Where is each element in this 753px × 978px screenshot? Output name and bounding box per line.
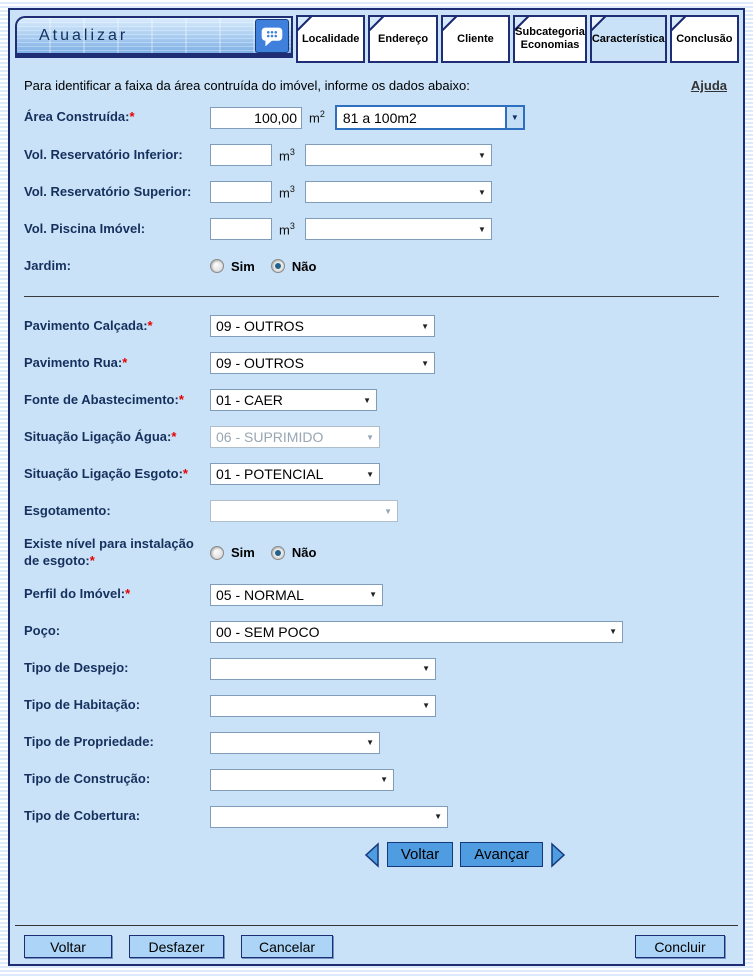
chevron-down-icon: ▼: [369, 590, 377, 600]
chevron-down-icon: ▼: [380, 775, 388, 785]
field-row-area-construida: [16, 105, 729, 130]
field-label: Situação Ligação Esgoto:: [24, 465, 183, 481]
footer-divider: [15, 925, 738, 926]
perfil-imovel-select[interactable]: 05 - NORMAL ▼: [210, 584, 383, 606]
jardim-radio-group: [210, 259, 332, 274]
instruction-text: Para identificar a faixa da área contruída do imóvel, informe os dados abaixo:: [24, 78, 470, 93]
tipo-habitacao-select[interactable]: [210, 695, 436, 717]
chevron-down-icon: ▼: [505, 107, 523, 128]
field-row-perfil-imovel: [16, 583, 729, 607]
field-row-fonte-abastecimento: [16, 388, 729, 412]
arrow-left-icon: [363, 842, 380, 868]
footer: [10, 925, 743, 958]
footer-desfazer-button[interactable]: Desfazer: [129, 935, 224, 958]
vol-reservatorio-superior-select[interactable]: [305, 181, 492, 203]
field-label: Tipo de Cobertura:: [24, 808, 141, 824]
field-label: Tipo de Habitação:: [24, 697, 141, 713]
footer-concluir-button[interactable]: Concluir: [635, 935, 725, 958]
poco-select[interactable]: 00 - SEM POCO ▼: [210, 621, 623, 643]
required-marker: *: [89, 552, 95, 568]
tab-caracteristica[interactable]: Característica: [590, 15, 667, 63]
field-row-vol-reservatorio-inferior: [16, 143, 729, 167]
tipo-construcao-select[interactable]: [210, 769, 394, 791]
chevron-down-icon: ▼: [421, 358, 429, 368]
field-row-pavimento-rua: [16, 351, 729, 375]
field-label: Vol. Reservatório Superior:: [24, 183, 192, 199]
field-label: Vol. Piscina Imóvel:: [24, 220, 146, 236]
chevron-down-icon: ▼: [366, 432, 374, 442]
jardim-nao-radio[interactable]: [271, 259, 285, 273]
unit-label: $m^2$: [309, 109, 325, 126]
field-label: Vol. Reservatório Inferior:: [24, 146, 183, 162]
tab-conclusao[interactable]: Conclusão: [670, 15, 739, 63]
chevron-down-icon: ▼: [384, 506, 392, 516]
radio-label: Não: [291, 545, 317, 561]
area-construida-input[interactable]: [210, 107, 302, 129]
wizard-voltar-button[interactable]: Voltar: [387, 842, 453, 867]
field-label: Perfil do Imóvel:: [24, 586, 126, 602]
field-row-tipo-construcao: [16, 768, 729, 792]
comments-button[interactable]: [255, 19, 289, 53]
jardim-sim-radio[interactable]: [210, 259, 224, 273]
required-marker: *: [129, 109, 135, 125]
chevron-down-icon: ▼: [477, 187, 486, 197]
field-label: Tipo de Despejo:: [24, 660, 129, 676]
vol-piscina-select[interactable]: [305, 218, 492, 240]
field-row-poco: [16, 620, 729, 644]
vol-piscina-input[interactable]: [210, 218, 272, 240]
tipo-propriedade-select[interactable]: [210, 732, 380, 754]
field-row-tipo-habitacao: [16, 694, 729, 718]
caracteristica-form: [10, 93, 743, 868]
footer-cancelar-button[interactable]: Cancelar: [241, 935, 333, 958]
chevron-down-icon: ▼: [421, 321, 429, 331]
speech-bubble-icon: [257, 21, 287, 51]
field-label: Pavimento Calçada:: [24, 317, 148, 333]
wizard-nav: [16, 842, 729, 868]
field-row-situacao-ligacao-esgoto: [16, 462, 729, 486]
nav-next-arrow[interactable]: [550, 842, 567, 868]
section-divider: [24, 296, 719, 297]
chevron-down-icon: ▼: [366, 738, 374, 748]
field-row-vol-piscina: [16, 217, 729, 241]
chevron-down-icon: ▼: [434, 812, 442, 822]
required-marker: *: [125, 586, 131, 602]
field-row-existe-nivel-esgoto: [16, 536, 729, 570]
field-row-vol-reservatorio-superior: [16, 180, 729, 204]
page-title: Atualizar: [39, 26, 129, 44]
field-label: Tipo de Propriedade:: [24, 734, 154, 750]
title-bar: [15, 16, 293, 58]
radio-label: Não: [291, 258, 317, 274]
area-faixa-select[interactable]: 81 a 100m2 ▼: [335, 105, 525, 130]
nav-previous-arrow[interactable]: [363, 842, 380, 868]
chevron-down-icon: ▼: [477, 224, 486, 234]
field-row-tipo-despejo: [16, 657, 729, 681]
wizard-avancar-button[interactable]: Avançar: [460, 842, 543, 867]
unit-label: $m^3$: [279, 146, 295, 164]
header: [10, 10, 743, 66]
required-marker: *: [182, 465, 188, 481]
unit-label: $m^3$: [279, 183, 295, 201]
field-label: Pavimento Rua:: [24, 354, 123, 370]
chevron-down-icon: ▼: [366, 469, 374, 479]
pavimento-rua-select[interactable]: 09 - OUTROS ▼: [210, 352, 435, 374]
existe-nivel-nao-radio[interactable]: [271, 546, 285, 560]
required-marker: *: [122, 354, 128, 370]
vol-reservatorio-inferior-input[interactable]: [210, 144, 272, 166]
chevron-down-icon: ▼: [422, 701, 430, 711]
field-row-jardim: [16, 254, 729, 278]
chevron-down-icon: ▼: [477, 150, 486, 160]
chevron-down-icon: ▼: [363, 395, 371, 405]
existe-nivel-sim-radio[interactable]: [210, 546, 224, 560]
radio-label: Sim: [231, 258, 255, 274]
arrow-right-icon: [550, 842, 567, 868]
vol-reservatorio-inferior-select[interactable]: [305, 144, 492, 166]
help-link[interactable]: Ajuda: [690, 78, 727, 93]
radio-label: Sim: [231, 545, 255, 561]
tab-localidade[interactable]: Localidade: [296, 15, 365, 63]
field-label: Área Construída:: [24, 109, 130, 125]
field-label: Situação Ligação Água:: [24, 428, 172, 444]
field-label: Jardim:: [24, 257, 71, 273]
field-label: Tipo de Construção:: [24, 771, 151, 787]
tipo-despejo-select[interactable]: [210, 658, 436, 680]
unit-label: $m^3$: [279, 220, 295, 238]
field-label: Esgotamento:: [24, 502, 111, 518]
pavimento-calcada-select[interactable]: 09 - OUTROS ▼: [210, 315, 435, 337]
tab-cliente[interactable]: Cliente: [441, 15, 510, 63]
existe-nivel-radio-group: [210, 545, 332, 560]
tab-subcategoria-economias[interactable]: Subcategoria Economias: [513, 15, 587, 63]
field-row-situacao-ligacao-agua: [16, 425, 729, 449]
fonte-abastecimento-select[interactable]: 01 - CAER ▼: [210, 389, 377, 411]
tipo-cobertura-select[interactable]: [210, 806, 448, 828]
situacao-ligacao-esgoto-select[interactable]: 01 - POTENCIAL ▼: [210, 463, 380, 485]
footer-voltar-button[interactable]: Voltar: [24, 935, 112, 958]
esgotamento-select: [210, 500, 398, 522]
field-label: Poço:: [24, 623, 61, 639]
field-row-pavimento-calcada: [16, 314, 729, 338]
chevron-down-icon: ▼: [609, 627, 617, 637]
required-marker: *: [178, 391, 184, 407]
vol-reservatorio-superior-input[interactable]: [210, 181, 272, 203]
situacao-ligacao-agua-select: 06 - SUPRIMIDO ▼: [210, 426, 380, 448]
main-panel: [8, 8, 745, 966]
required-marker: *: [147, 317, 153, 333]
field-row-tipo-cobertura: [16, 805, 729, 829]
tab-bar: [296, 15, 739, 63]
tab-endereco[interactable]: Endereço: [368, 15, 437, 63]
field-label: Fonte de Abastecimento:: [24, 391, 179, 407]
field-label: Existe nível para instalação de esgoto:: [24, 536, 194, 568]
chevron-down-icon: ▼: [422, 664, 430, 674]
field-row-esgotamento: [16, 499, 729, 523]
field-row-tipo-propriedade: [16, 731, 729, 755]
required-marker: *: [171, 428, 177, 444]
